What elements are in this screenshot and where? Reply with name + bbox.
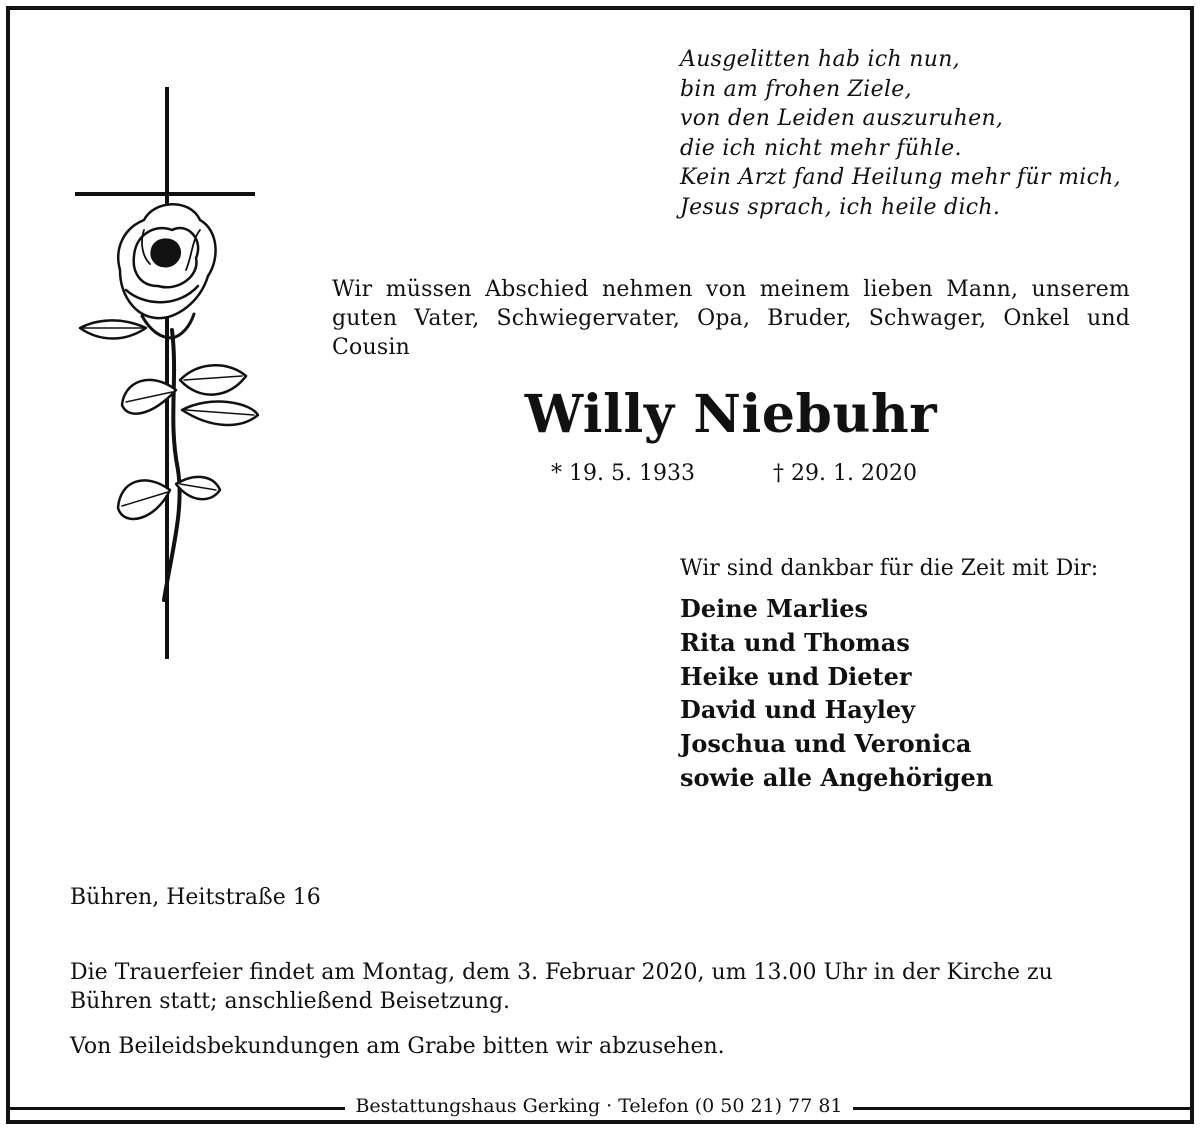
poem <box>680 45 1150 222</box>
poem-line: bin am frohen Ziele, <box>680 76 912 102</box>
birth-date: * 19. 5. 1933 <box>551 461 695 486</box>
poem-line: Jesus sprach, ich heile dich. <box>680 194 1001 220</box>
condolence-note: Von Beileidsbekundungen am Grabe bitten wir abzusehen. <box>70 1034 725 1059</box>
family-address: Bühren, Heitstraße 16 <box>70 885 321 910</box>
poem-line: Kein Arzt fand Heilung mehr für mich, <box>680 165 1121 190</box>
poem-line: die ich nicht mehr fühle. <box>680 135 962 161</box>
mourner: sowie alle Angehörigen <box>680 762 994 792</box>
mourner: Rita und Thomas <box>680 627 910 657</box>
mourners-list <box>680 592 993 795</box>
deceased-name: Willy Niebuhr <box>524 384 938 445</box>
mourner: Heike und Dieter <box>680 661 912 691</box>
poem-line: Ausgelitten hab ich nun, <box>680 47 960 72</box>
funeral-home-footer: Bestattungshaus Gerking · Telefon (0 50 21) 77 81 <box>355 1095 843 1117</box>
farewell-intro: Wir müssen Abschied nehmen von meinem lieben Mann, unserem guten Vater, Schwiegervater, Opa, Bruder, Schwager, Onkel und Cousin <box>332 277 1130 360</box>
footer-rule-right <box>853 1107 1190 1110</box>
poem-line: von den Leiden auszuruhen, <box>680 106 1004 131</box>
death-date: † 29. 1. 2020 <box>773 461 917 486</box>
cross-with-rose-illustration <box>60 80 270 670</box>
footer-rule-left <box>10 1107 345 1110</box>
funeral-service-info: Die Trauerfeier findet am Montag, dem 3. Februar 2020, um 13.00 Uhr in der Kirche zu Bühren statt; anschließend Beisetzung. <box>70 960 1053 1014</box>
mourner: Deine Marlies <box>680 594 869 623</box>
mourner: Joschua und Veronica <box>680 729 972 759</box>
mourner: David und Hayley <box>680 695 916 725</box>
gratitude-line: Wir sind dankbar für die Zeit mit Dir: <box>680 556 1099 581</box>
